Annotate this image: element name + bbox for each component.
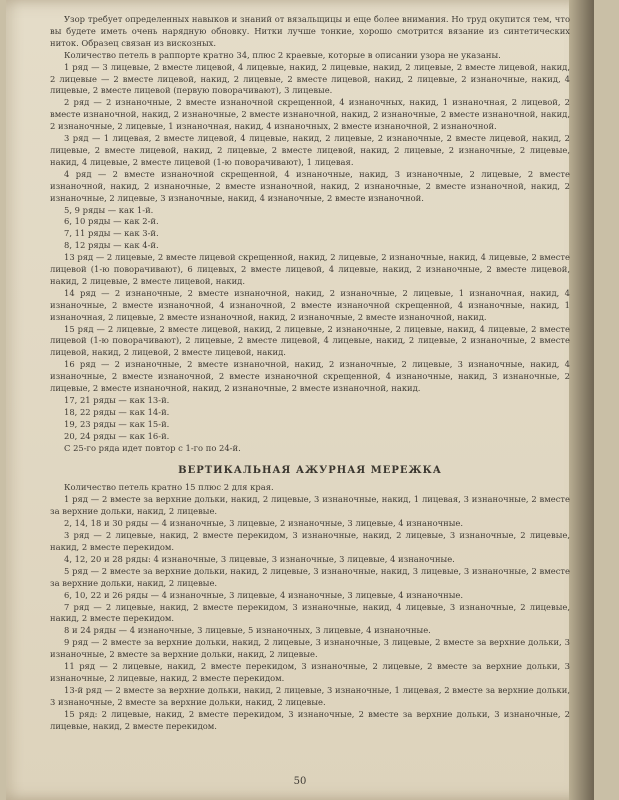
book-page: [6, 0, 594, 800]
pattern-row-text: 20, 24 ряды — как 16-й.: [64, 430, 170, 441]
pattern-row-text: 17, 21 ряды — как 13-й.: [64, 395, 170, 405]
page-number: 50: [293, 776, 307, 787]
intro-paragraph: Узор требует определенных навыков и знаний от вязальщицы и еще более внимания. Но труд окупится тем, что вы будете иметь очень нарядную обновку. Нитки лучше тонкие, хорошо смотрится вязание из синтетических ниток. Образец связан из вискозных.: [50, 14, 570, 48]
pattern-row-text: Количество петель кратно 15 плюс 2 для края.: [64, 482, 274, 493]
pattern-row-text: 2, 14, 18 и 30 ряды — 4 изнаночные, 3 лицевые, 2 изнаночные, 3 лицевые, 4 изнаночные.: [64, 518, 464, 529]
pattern-row-text: 19, 23 ряды — как 15-й.: [64, 418, 170, 429]
pattern-row-text: 11 ряд — 2 лицевые, накид, 2 вместе перекидом, 3 изнаночные, 2 лицевые, 2 вместе за верхние дольки, 3 изнаночные, 2 лицевые, накид, 2 вместе перекидом.: [50, 661, 570, 683]
pattern-row-text: 6, 10, 22 и 26 ряды — 4 изнаночные, 3 лицевые, 4 изнаночные, 3 лицевые, 4 изнаночные.: [64, 589, 464, 600]
pattern-row-text: 6, 10 ряды — как 2-й.: [64, 216, 159, 227]
pattern-row-text: 4, 12, 20 и 28 ряды: 4 изнаночные, 3 лицевые, 3 изнаночные, 3 лицевые, 4 изнаночные.: [64, 553, 455, 564]
pattern-row-text: 5 ряд — 2 вместе за верхние дольки, накид, 2 лицевые, 3 изнаночные, накид, 3 лицевые, 3 изнаночные, 2 вместе за верхние дольки, накид, 2 лицевые.: [50, 565, 570, 588]
pattern-row-text: 13 ряд — 2 лицевые, 2 вместе лицевой скрещенной, накид, 2 лицевые, 2 изнаночные, накид, 4 лицевые, 2 вместе лицевой (1-ю поворачивают), 6 лицевых, 2 вместе лицевой, 4 лицевые, накид, 2 изнаночные, 2 вместе лицевой, накид, 2 лицевые, 2 вместе лицевой, накид.: [50, 252, 570, 286]
pattern-row-text: 15 ряд: 2 лицевые, накид, 2 вместе перекидом, 3 изнаночные, 2 вместе за верхние дольки, 3 изнаночные, 2 лицевые, накид, 2 вместе перекидом.: [50, 708, 570, 731]
pattern-row-text: 3 ряд — 1 лицевая, 2 вместе лицевой, 4 лицевые, накид, 2 лицевые, 2 изнаночные, 2 вместе лицевой, накид, 2 лицевые, 2 вместе лицевой, накид, 2 лицевые, 2 вместе лицевой, накид, 2 лицевые, 2 изнаночные, 2 лицевые, накид, 4 лицевые, 2 вместе лицевой (1-ю поворачивают), 1 лицевая.: [50, 133, 570, 167]
page-content: [50, 14, 570, 732]
section-heading: ВЕРТИКАЛЬНАЯ АЖУРНАЯ МЕРЕЖКА: [178, 464, 442, 476]
pattern-row-text: Количество петель в раппорте кратно 34, плюс 2 краевые, которые в описании узора не указаны.: [64, 49, 501, 60]
pattern-row-text: 1 ряд — 2 вместе за верхние дольки, накид, 2 лицевые, 3 изнаночные, накид, 1 лицевая, 3 изнаночные, 2 вместе за верхние дольки, накид, 2 лицевые.: [50, 494, 570, 517]
pattern-row-text: С 25-го ряда идет повтор с 1-го по 24-й.: [64, 442, 241, 453]
book-spine-shadow: [569, 0, 594, 800]
pattern-row-text: 18, 22 ряды — как 14-й.: [64, 406, 170, 417]
pattern-row-text: 5, 9 ряды — как 1-й.: [64, 204, 154, 215]
pattern-row-text: 15 ряд — 2 лицевые, 2 вместе лицевой, накид, 2 лицевые, 2 изнаночные, 2 лицевые, накид, 4 лицевые, 2 вместе лицевой (1-ю поворачивают), 2 лицевые, 2 вместе лицевой, 4 лицевые, накид, 2 лицевые, 2 изнаночные, 2 вместе лицевой, накид, 2 лицевой, 2 вместе лицевой, накид.: [50, 323, 570, 358]
pattern-row-text: 7, 11 ряды — как 3-й.: [64, 228, 159, 239]
pattern-row-text: 8 и 24 ряды — 4 изнаночные, 3 лицевые, 5 изнаночных, 3 лицевые, 4 изнаночные.: [64, 625, 431, 636]
pattern-row-text: 9 ряд — 2 вместе за верхние дольки, накид, 2 лицевые, 3 изнаночные, 3 лицевые, 2 вместе за верхние дольки, 3 изнаночные, 2 вместе за верхние дольки, накид, 2 лицевые.: [50, 637, 570, 660]
pattern-row-text: 8, 12 ряды — как 4-й.: [64, 240, 159, 251]
pattern-row-text: 2 ряд — 2 изнаночные, 2 вместе изнаночной скрещенной, 4 изнаночных, накид, 1 изнаночная, 2 лицевой, 2 вместе изнаночной, накид, 2 изнаночные, 2 вместе изнаночной, накид, 2 изнаночные, 2 вместе изнаночной, накид, 2 изнаночные, 2 лицевые, 1 изнаночная, накид, 4 изнаночных, 2 вместе изнаночной, 2 изнаночной.: [50, 97, 570, 132]
pattern-row-text: 13-й ряд — 2 вместе за верхние дольки, накид, 2 лицевые, 3 изнаночные, 1 лицевая, 2 вместе за верхние дольки, 3 изнаночные, 2 вместе за верхние дольки, накид, 2 лицевые.: [50, 684, 570, 707]
pattern-row-text: 1 ряд — 3 лицевые, 2 вместе лицевой, 4 лицевые, накид, 2 лицевые, накид, 2 лицевые, 2 вместе лицевой, накид, 2 лицевые — 2 вместе лицевой, накид, 2 лицевые, 2 вместе лицевой, накид, 2 лицевые, 2 изнаночные, накид, 4 лицевые, 2 вместе лицевой (первую поворачивают), 3 лицевые.: [50, 61, 570, 96]
pattern-row-text: 7 ряд — 2 лицевые, накид, 2 вместе перекидом, 3 изнаночные, накид, 4 лицевые, 3 изнаночные, 2 лицевые, накид, 2 вместе перекидом.: [50, 601, 570, 624]
pattern-row-text: 3 ряд — 2 лицевые, накид, 2 вместе перекидом, 3 изнаночные, накид, 2 лицевые, 3 изнаночные, 2 лицевые, накид, 2 вместе перекидом.: [50, 530, 570, 552]
pattern-row-text: 16 ряд — 2 изнаночные, 2 вместе изнаночной, накид, 2 изнаночные, 2 лицевые, 3 изнаночные, накид, 4 изнаночные, 2 вместе изнаночной, 2 вместе изнаночной скрещенной, 4 изнаночные, накид, 3 изнаночные, 2 лицевые, 2 вместе изнаночной, накид, 2 изнаночные, 2 вместе изнаночной, накид.: [50, 359, 570, 394]
pattern-row-text: 4 ряд — 2 вместе изнаночной скрещенной, 4 изнаночные, накид, 3 изнаночные, 2 лицевые, 2 вместе изнаночной, накид, 2 изнаночные, 2 вместе изнаночной, накид, 2 изнаночные, 2 вместе изнаночной, накид, 2 изнаночные, 2 лицевые, 3 изнаночные, накид, 4 изнаночные, 2 вместе изнаночной.: [50, 168, 570, 203]
pattern-row-text: 14 ряд — 2 изнаночные, 2 вместе изнаночной, накид, 2 изнаночные, 2 лицевые, 1 изнаночная, накид, 4 изнаночные, 2 вместе изнаночной, 4 изнаночной, 2 вместе изнаночной скрещенной, 4 изнаночные, накид, 1 изнаночная, 2 лицевые, 2 вместе изнаночной, накид, 2 изнаночные, 2 вместе изнаночной, накид.: [50, 287, 570, 322]
